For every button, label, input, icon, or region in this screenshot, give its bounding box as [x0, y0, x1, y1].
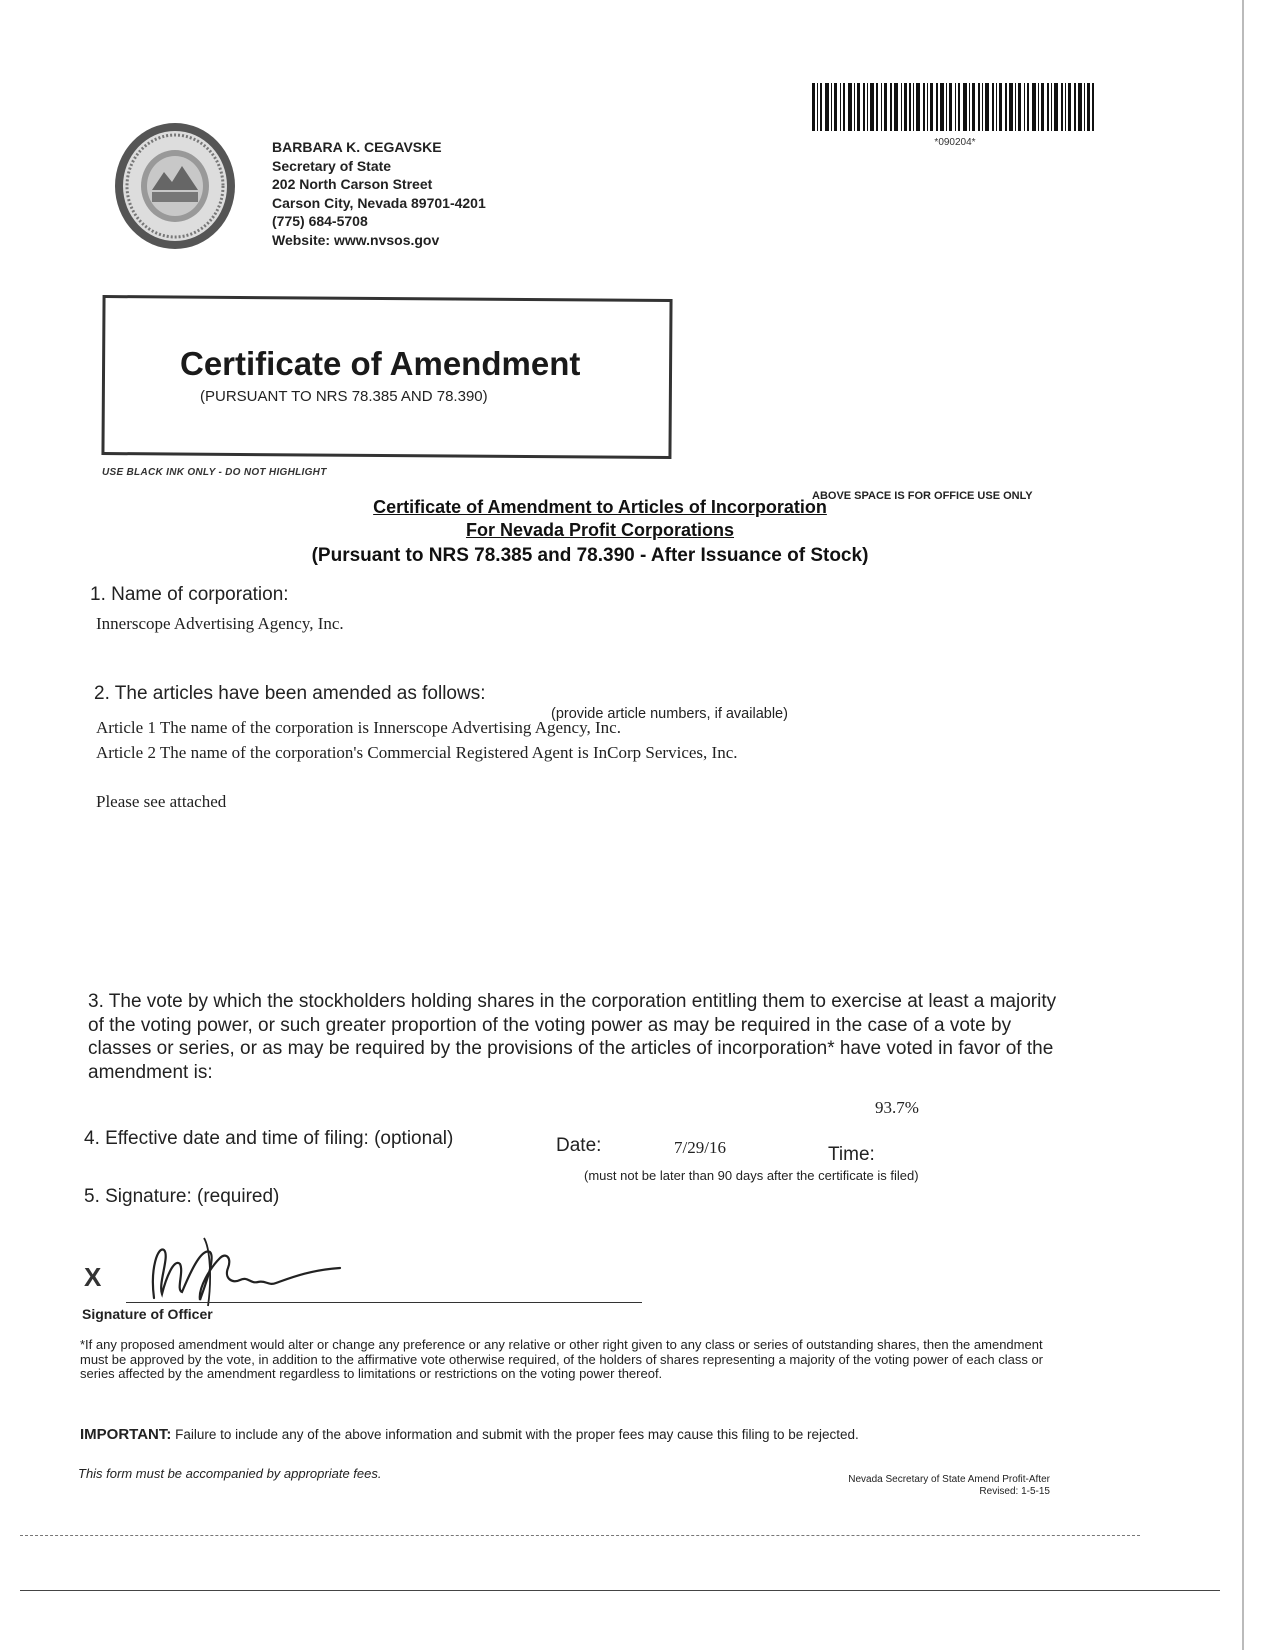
office-address-block: [272, 138, 486, 249]
date-label: Date:: [556, 1135, 602, 1156]
q4-label: 4. Effective date and time of filing: (optional): [84, 1128, 454, 1149]
handwritten-signature-icon[interactable]: [140, 1228, 370, 1308]
page-edge: [1242, 0, 1244, 1650]
certificate-subtitle: (PURSUANT TO NRS 78.385 AND 78.390): [200, 388, 488, 405]
form-heading-line3: (Pursuant to NRS 78.385 and 78.390 - After Issuance of Stock): [311, 545, 869, 566]
certificate-title: Certificate of Amendment: [180, 345, 581, 382]
form-heading: [240, 496, 960, 569]
barcode-number: *090204*: [934, 137, 976, 148]
form-id-line1: Nevada Secretary of State Amend Profit-After: [848, 1474, 1050, 1485]
office-use-note: ABOVE SPACE IS FOR OFFICE USE ONLY: [812, 490, 1033, 502]
signature-line: [126, 1302, 642, 1303]
office-website-row: [272, 231, 486, 250]
barcode-icon: [812, 83, 1094, 131]
q2-label: 2. The articles have been amended as follows:: [94, 683, 486, 704]
scan-dash-line: [20, 1535, 1140, 1536]
office-city: Carson City, Nevada 89701-4201: [272, 194, 486, 211]
footnote: *If any proposed amendment would alter or change any preference or any relative or other right given to any class or series of outstanding shares, then the amendment must be approved by the vote, in addition to the affirmative vote otherwise required, of the holders of shares representing a majority of the voting power of each class or series affected by the amendment regardless to limitations or restrictions on the voting power thereof.: [80, 1337, 1044, 1381]
see-attached-text[interactable]: Please see attached: [96, 792, 227, 811]
date-field[interactable]: 7/29/16: [674, 1138, 726, 1157]
form-id-line2: Revised: 1-5-15: [979, 1486, 1050, 1497]
corporation-name-field[interactable]: Innerscope Advertising Agency, Inc.: [96, 614, 344, 633]
vote-percentage-field[interactable]: 93.7%: [875, 1098, 919, 1117]
form-heading-line1: Certificate of Amendment to Articles of Incorporation: [373, 497, 827, 517]
important-label: IMPORTANT:: [80, 1426, 172, 1443]
signature-x-mark: X: [84, 1262, 102, 1292]
article-1-text[interactable]: Article 1 The name of the corporation is Innerscope Advertising Agency, Inc.: [96, 718, 621, 737]
form-identifier: [770, 1474, 1050, 1498]
office-title: Secretary of State: [272, 157, 392, 174]
q5-label: 5. Signature: (required): [84, 1186, 280, 1207]
ink-note: USE BLACK INK ONLY - DO NOT HIGHLIGHT: [102, 467, 327, 478]
fees-note: This form must be accompanied by appropriate fees.: [78, 1466, 382, 1481]
signature-caption: Signature of Officer: [82, 1306, 213, 1322]
important-note: [80, 1426, 1070, 1443]
state-seal-icon: [112, 120, 238, 252]
scan-bottom-line: [20, 1590, 1220, 1591]
office-name: BARBARA K. CEGAVSKE: [272, 139, 442, 155]
office-website-label: Website:: [272, 231, 331, 248]
article-2-text[interactable]: Article 2 The name of the corporation's Commercial Registered Agent is InCorp Services, Inc.: [96, 743, 738, 762]
office-street: 202 North Carson Street: [272, 176, 433, 192]
office-phone: (775) 684-5708: [272, 213, 368, 229]
q1-label: 1. Name of corporation:: [90, 584, 289, 605]
q2-note: (provide article numbers, if available): [551, 706, 788, 722]
q3-text: 3. The vote by which the stockholders holding shares in the corporation entitling them to exercise at least a majority of the voting power, or such greater proportion of the voting power as may be required in the case of a vote by classes or series, or as may be required by the provisions of the articles of incorporation* have voted in favor of the amendment is:: [88, 991, 1057, 1083]
date-note: (must not be later than 90 days after the certificate is filed): [584, 1168, 919, 1183]
time-label: Time:: [828, 1144, 875, 1165]
important-text: Failure to include any of the above information and submit with the proper fees may cause this filing to be rejected.: [175, 1427, 859, 1442]
form-heading-line2: For Nevada Profit Corporations: [465, 520, 735, 540]
office-website: www.nvsos.gov: [333, 231, 440, 248]
